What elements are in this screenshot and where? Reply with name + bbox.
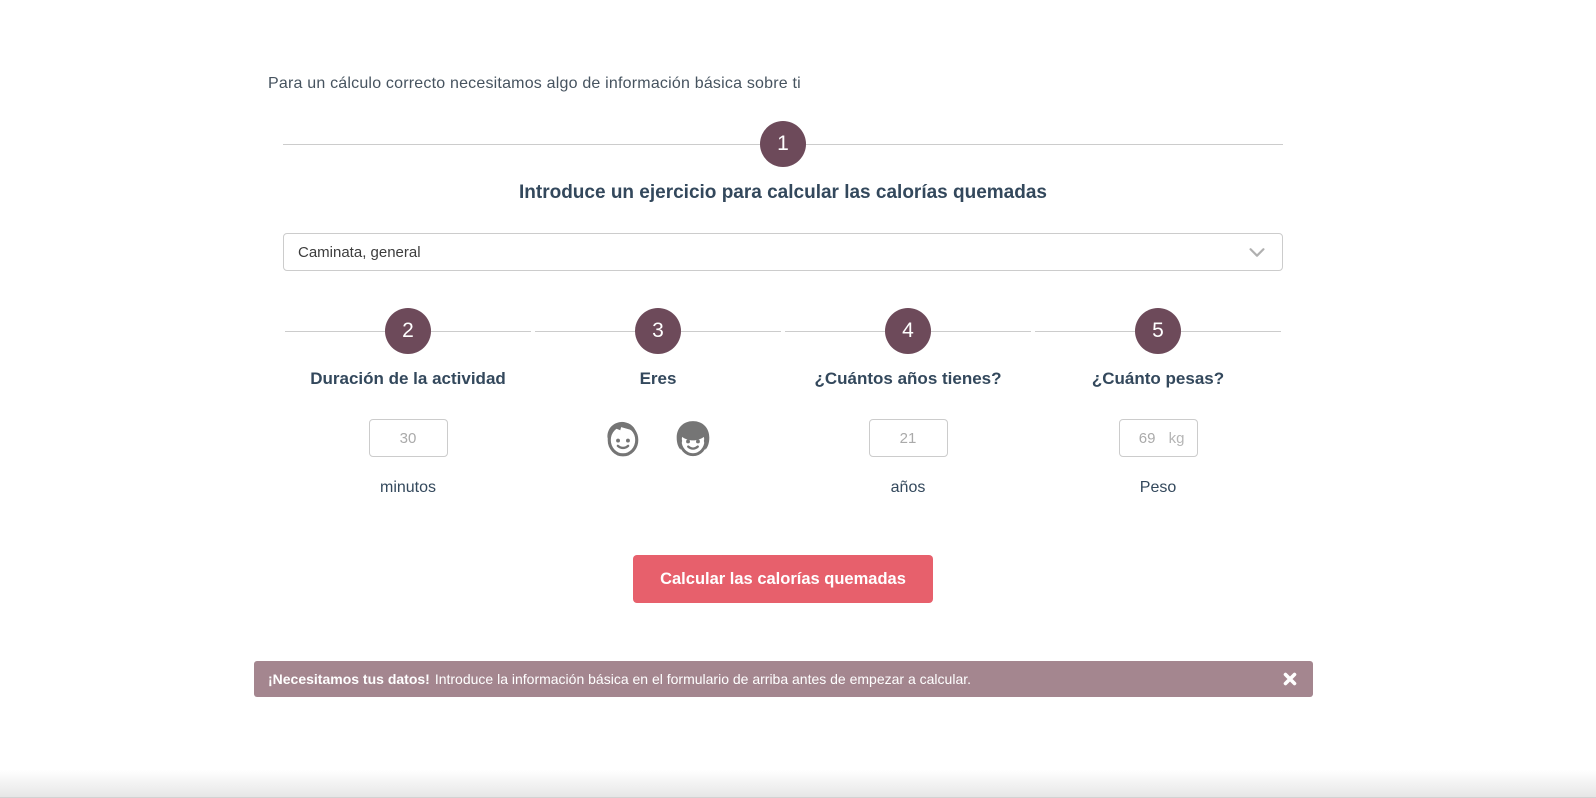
close-button[interactable] [1281,670,1299,688]
step3-column [533,308,783,497]
step2-indicator [283,308,533,354]
gender-spacer [533,478,783,497]
duration-input[interactable] [369,419,448,457]
step4-indicator [783,308,1033,354]
step1-title: Introduce un ejercicio para calcular las calorías quemadas [518,182,1047,203]
step3-title: Eres [639,369,677,388]
step1-indicator [283,121,1283,167]
notification-bar [254,661,1313,697]
notification-message: Introduce la información básica en el formulario de arriba antes de empezar a calcular. [434,671,972,687]
minutes-label: minutos [379,479,437,496]
weight-label: Peso [1139,479,1177,496]
girl-face-icon[interactable] [671,416,715,460]
step1-circle: 1 [760,121,806,167]
step5-circle: 5 [1135,308,1181,354]
age-input[interactable] [869,419,948,457]
page-bottom-edge [0,770,1596,798]
step4-column [783,308,1033,497]
calculator-form [268,0,1283,697]
step5-indicator [1033,308,1283,354]
step2-title: Duración de la actividad [310,369,506,388]
step5-column [1033,308,1283,497]
boy-face-icon[interactable] [601,416,645,460]
weight-input-box [1119,419,1198,457]
weight-input[interactable] [1132,429,1163,448]
step4-circle: 4 [885,308,931,354]
intro-text: Para un cálculo correcto necesitamos algo de información básica sobre ti [268,75,801,92]
step2-column [283,308,533,497]
step5-title: ¿Cuánto pesas? [1091,369,1225,388]
selected-exercise-label: Caminata, general [298,243,421,261]
close-icon [1283,672,1297,686]
notification-lead: ¡Necesitamos tus datos! [268,671,430,687]
step3-circle: 3 [635,308,681,354]
chevron-down-icon [1246,241,1268,263]
step3-indicator [533,308,783,354]
step2-circle: 2 [385,308,431,354]
exercise-select[interactable] [283,233,1283,271]
step4-title: ¿Cuántos años tienes? [814,369,1002,388]
calculate-button[interactable]: Calcular las calorías quemadas [633,555,933,603]
kg-suffix: kg [1168,429,1185,447]
years-label: años [890,479,926,496]
steps-row [283,308,1283,497]
